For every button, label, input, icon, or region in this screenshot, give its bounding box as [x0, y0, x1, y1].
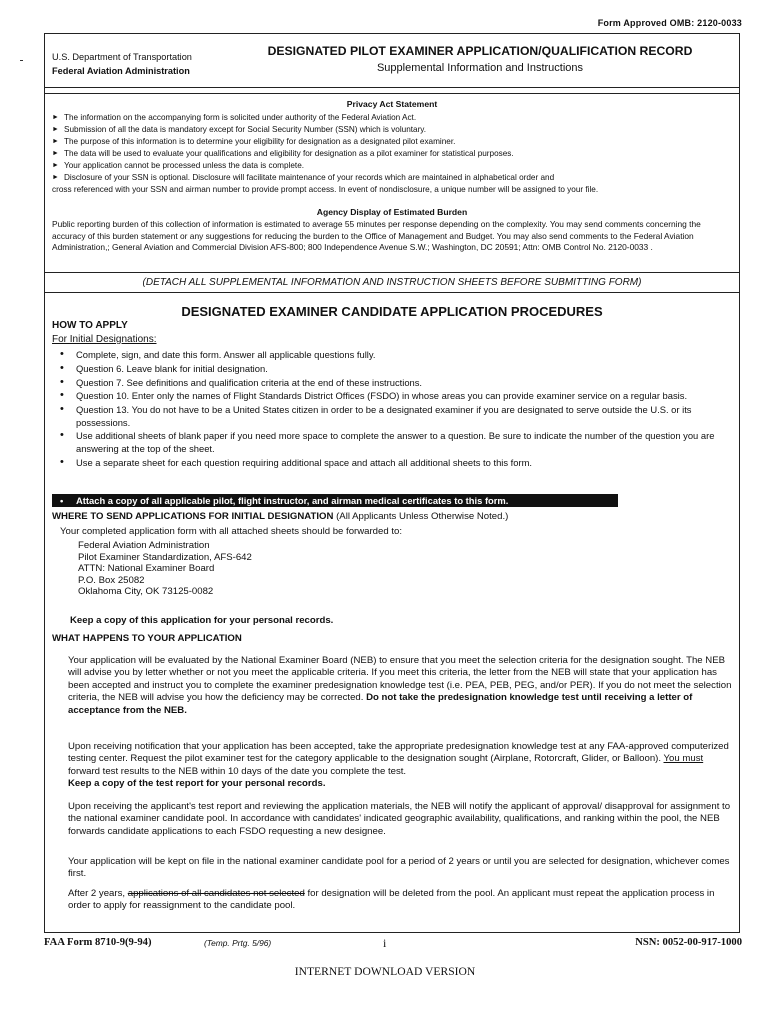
address-line: Federal Aviation Administration — [78, 540, 210, 551]
deletion-paragraph: After 2 years, applications of all candidates not selected for designation will be deleted from the pool. An applicant must repeat the application process in order to apply for reassignment to the candidate pool. — [68, 888, 715, 912]
detach-divider — [44, 292, 740, 293]
bullet-triangle-icon: ► — [52, 174, 59, 181]
privacy-item: ► The data will be used to evaluate your qualifications and eligibility for designation as a pilot examiner for statistical purposes. — [52, 149, 514, 158]
bullet-dot-icon: • — [60, 455, 64, 468]
bullet-dot-icon: • — [60, 429, 64, 442]
bullet-triangle-icon: ► — [52, 126, 59, 133]
evaluation-paragraph: Your application will be evaluated by the National Examiner Board (NEB) to ensure that you meet the selection criteria for the designation sought. The NEB will advise you by letter whether or not you meet the applicable criteria. If you meet this criteria, the letter from the NEB will state that your application has been accepted and instruct you to complete the examiner predesignation knowledge test (i.e. PEA, PEB, PEG, and/or PER). If you do not meet the selection criteria, the NEB will advise you how the deficiency may be corrected. Do not take the predesignation knowledge test until receiving a letter of acceptance from the NEB. — [68, 655, 732, 716]
privacy-act-title: Privacy Act Statement — [346, 99, 438, 109]
privacy-item: ► Your application cannot be processed unless the data is complete. — [52, 161, 305, 170]
keep-copy-note: Keep a copy of this application for your personal records. — [70, 615, 334, 626]
application-steps — [52, 349, 734, 470]
retention-paragraph: Your application will be kept on file in the national examiner candidate pool for a period of 2 years or until you are selected for designation, whichever comes first. — [68, 856, 730, 880]
step-item: • Complete, sign, and date this form. Answer all applicable questions fully. — [60, 348, 376, 360]
bullet-triangle-icon: ► — [52, 162, 59, 169]
bullet-dot-icon: • — [60, 389, 64, 402]
privacy-act-list — [52, 112, 732, 184]
agency-department: U.S. Department of Transportation — [52, 52, 192, 62]
initial-designations-heading: For Initial Designations: — [52, 334, 157, 345]
agency-faa: Federal Aviation Administration — [52, 66, 190, 76]
what-happens-heading: WHAT HAPPENS TO YOUR APPLICATION — [52, 633, 242, 644]
bullet-dot-icon: • — [60, 375, 64, 388]
privacy-item: ► The information on the accompanying form is solicited under authority of the Federal Aviation Act. — [52, 113, 417, 122]
bullet-triangle-icon: ► — [52, 114, 59, 121]
step-item: • Question 7. See definitions and qualification criteria at the end of these instructions. — [60, 375, 423, 388]
address-line: Pilot Examiner Standardization, AFS-642 — [78, 551, 252, 563]
step-item: • Use a separate sheet for each question requiring additional space and attach all additional sheets to this form. — [60, 455, 533, 468]
test-paragraph: Upon receiving notification that your application has been accepted, take the appropriate predesignation knowledge test at any FAA-approved computerized testing center. Request the pilot examiner test for the category applicable to the designation sought (Airplane, Rotorcraft, Glider, or Balloon). You must forward test results to the NEB within 10 days of the date you complete the test. Keep a copy of the test report for your personal records. — [68, 741, 729, 790]
step-item: • Question 13. You do not have to be a United States citizen in order to be a designated examiner if you are designated to serve outside the U.S. or its possessions. — [60, 403, 692, 428]
detach-note: (DETACH ALL SUPPLEMENTAL INFORMATION AND INSTRUCTION SHEETS BEFORE SUBMITTING FORM) — [142, 277, 642, 288]
review-paragraph: Upon receiving the applicant's test report and reviewing the application materials, the NEB will notify the applicant of approval/ disapproval for assignment to the national examiner candidate pool. In accordance with candidates' indicated geographic availability, qualifications, and ranking within the pool, the NEB forwards candidate applications to each FSDO requesting a new designee. — [68, 801, 731, 837]
how-to-apply-heading: HOW TO APPLY — [52, 320, 128, 331]
bullet-dot-icon: • — [60, 348, 64, 360]
bullet-triangle-icon: ► — [52, 150, 59, 157]
privacy-item: ► Disclosure of your SSN is optional. Disclosure will facilitate maintenance of your records which are maintained in alphabetical order and — [52, 173, 555, 182]
form-title: DESIGNATED PILOT EXAMINER APPLICATION/QUALIFICATION RECORD — [267, 44, 693, 58]
header-divider — [44, 87, 740, 88]
omb-approval-number: Form Approved OMB: 2120-0033 — [597, 18, 742, 28]
step-item: • Use additional sheets of blank paper if you need more space to complete the answer to a question. Be sure to indicate the number of the question you are answering at the top of the sheet. — [60, 429, 715, 454]
margin-mark — [20, 60, 23, 61]
page-number: i — [383, 936, 387, 950]
privacy-item: ► The purpose of this information is to determine your eligibility for designation as a designated pilot examiner. — [52, 137, 456, 146]
bullet-dot-icon: • — [60, 495, 64, 506]
step-item: • Question 6. Leave blank for initial designation. — [60, 361, 268, 374]
internet-download-label: INTERNET DOWNLOAD VERSION — [294, 965, 476, 978]
privacy-item: ► Submission of all the data is mandatory except for Social Security Number (SSN) which is voluntary. — [52, 125, 427, 134]
mailing-address — [78, 540, 252, 598]
where-to-send-intro: Your completed application form with all attached sheets should be forwarded to: — [60, 526, 403, 537]
address-line: ATTN: National Examiner Board — [78, 563, 215, 575]
temp-printing: (Temp. Prtg. 5/96) — [204, 938, 272, 948]
privacy-divider — [44, 272, 740, 273]
form-subtitle: Supplemental Information and Instructions — [376, 62, 584, 74]
where-to-send-heading: WHERE TO SEND APPLICATIONS FOR INITIAL DESIGNATION (All Applicants Unless Otherwise Noted.) — [52, 511, 509, 522]
form-number: FAA Form 8710-9(9-94) — [44, 937, 152, 948]
attach-certificates-note: • Attach a copy of all applicable pilot, flight instructor, and airman medical certificates to this form. — [52, 494, 618, 507]
nsn-number: NSN: 0052-00-917-1000 — [635, 937, 742, 948]
bullet-dot-icon: • — [60, 403, 64, 416]
burden-title: Agency Display of Estimated Burden — [316, 207, 468, 217]
procedures-title: DESIGNATED EXAMINER CANDIDATE APPLICATION PROCEDURES — [181, 304, 603, 319]
bullet-dot-icon: • — [60, 361, 64, 374]
header-divider-double — [44, 93, 740, 94]
address-line: P.O. Box 25082 — [78, 574, 145, 586]
address-line: Oklahoma City, OK 73125-0082 — [78, 586, 214, 598]
burden-text: Public reporting burden of this collection of information is estimated to average 55 minutes per response depending on the complexity. You may send comments concerning the accuracy of this burden statement or any suggestions for reducing the burden to the Office of Management and Budget. You may also send comments to the Federal Aviation Administration,; General Aviation and Commercial Division AFS-800; 800 Independence Avenue S.W.; Washington, DC 20591; Attn: OMB Control No. 2120-0033 . — [52, 219, 701, 252]
step-item: • Question 10. Enter only the names of Flight Standards District Offices (FSDO) in whose areas you can provide examiner service on a regular basis. — [60, 389, 688, 402]
privacy-continuation: cross referenced with your SSN and airman number to provide prompt access. In event of nondisclosure, a unique number will be assigned to your file. — [52, 185, 599, 194]
bullet-triangle-icon: ► — [52, 138, 59, 145]
agency-block — [52, 50, 192, 78]
